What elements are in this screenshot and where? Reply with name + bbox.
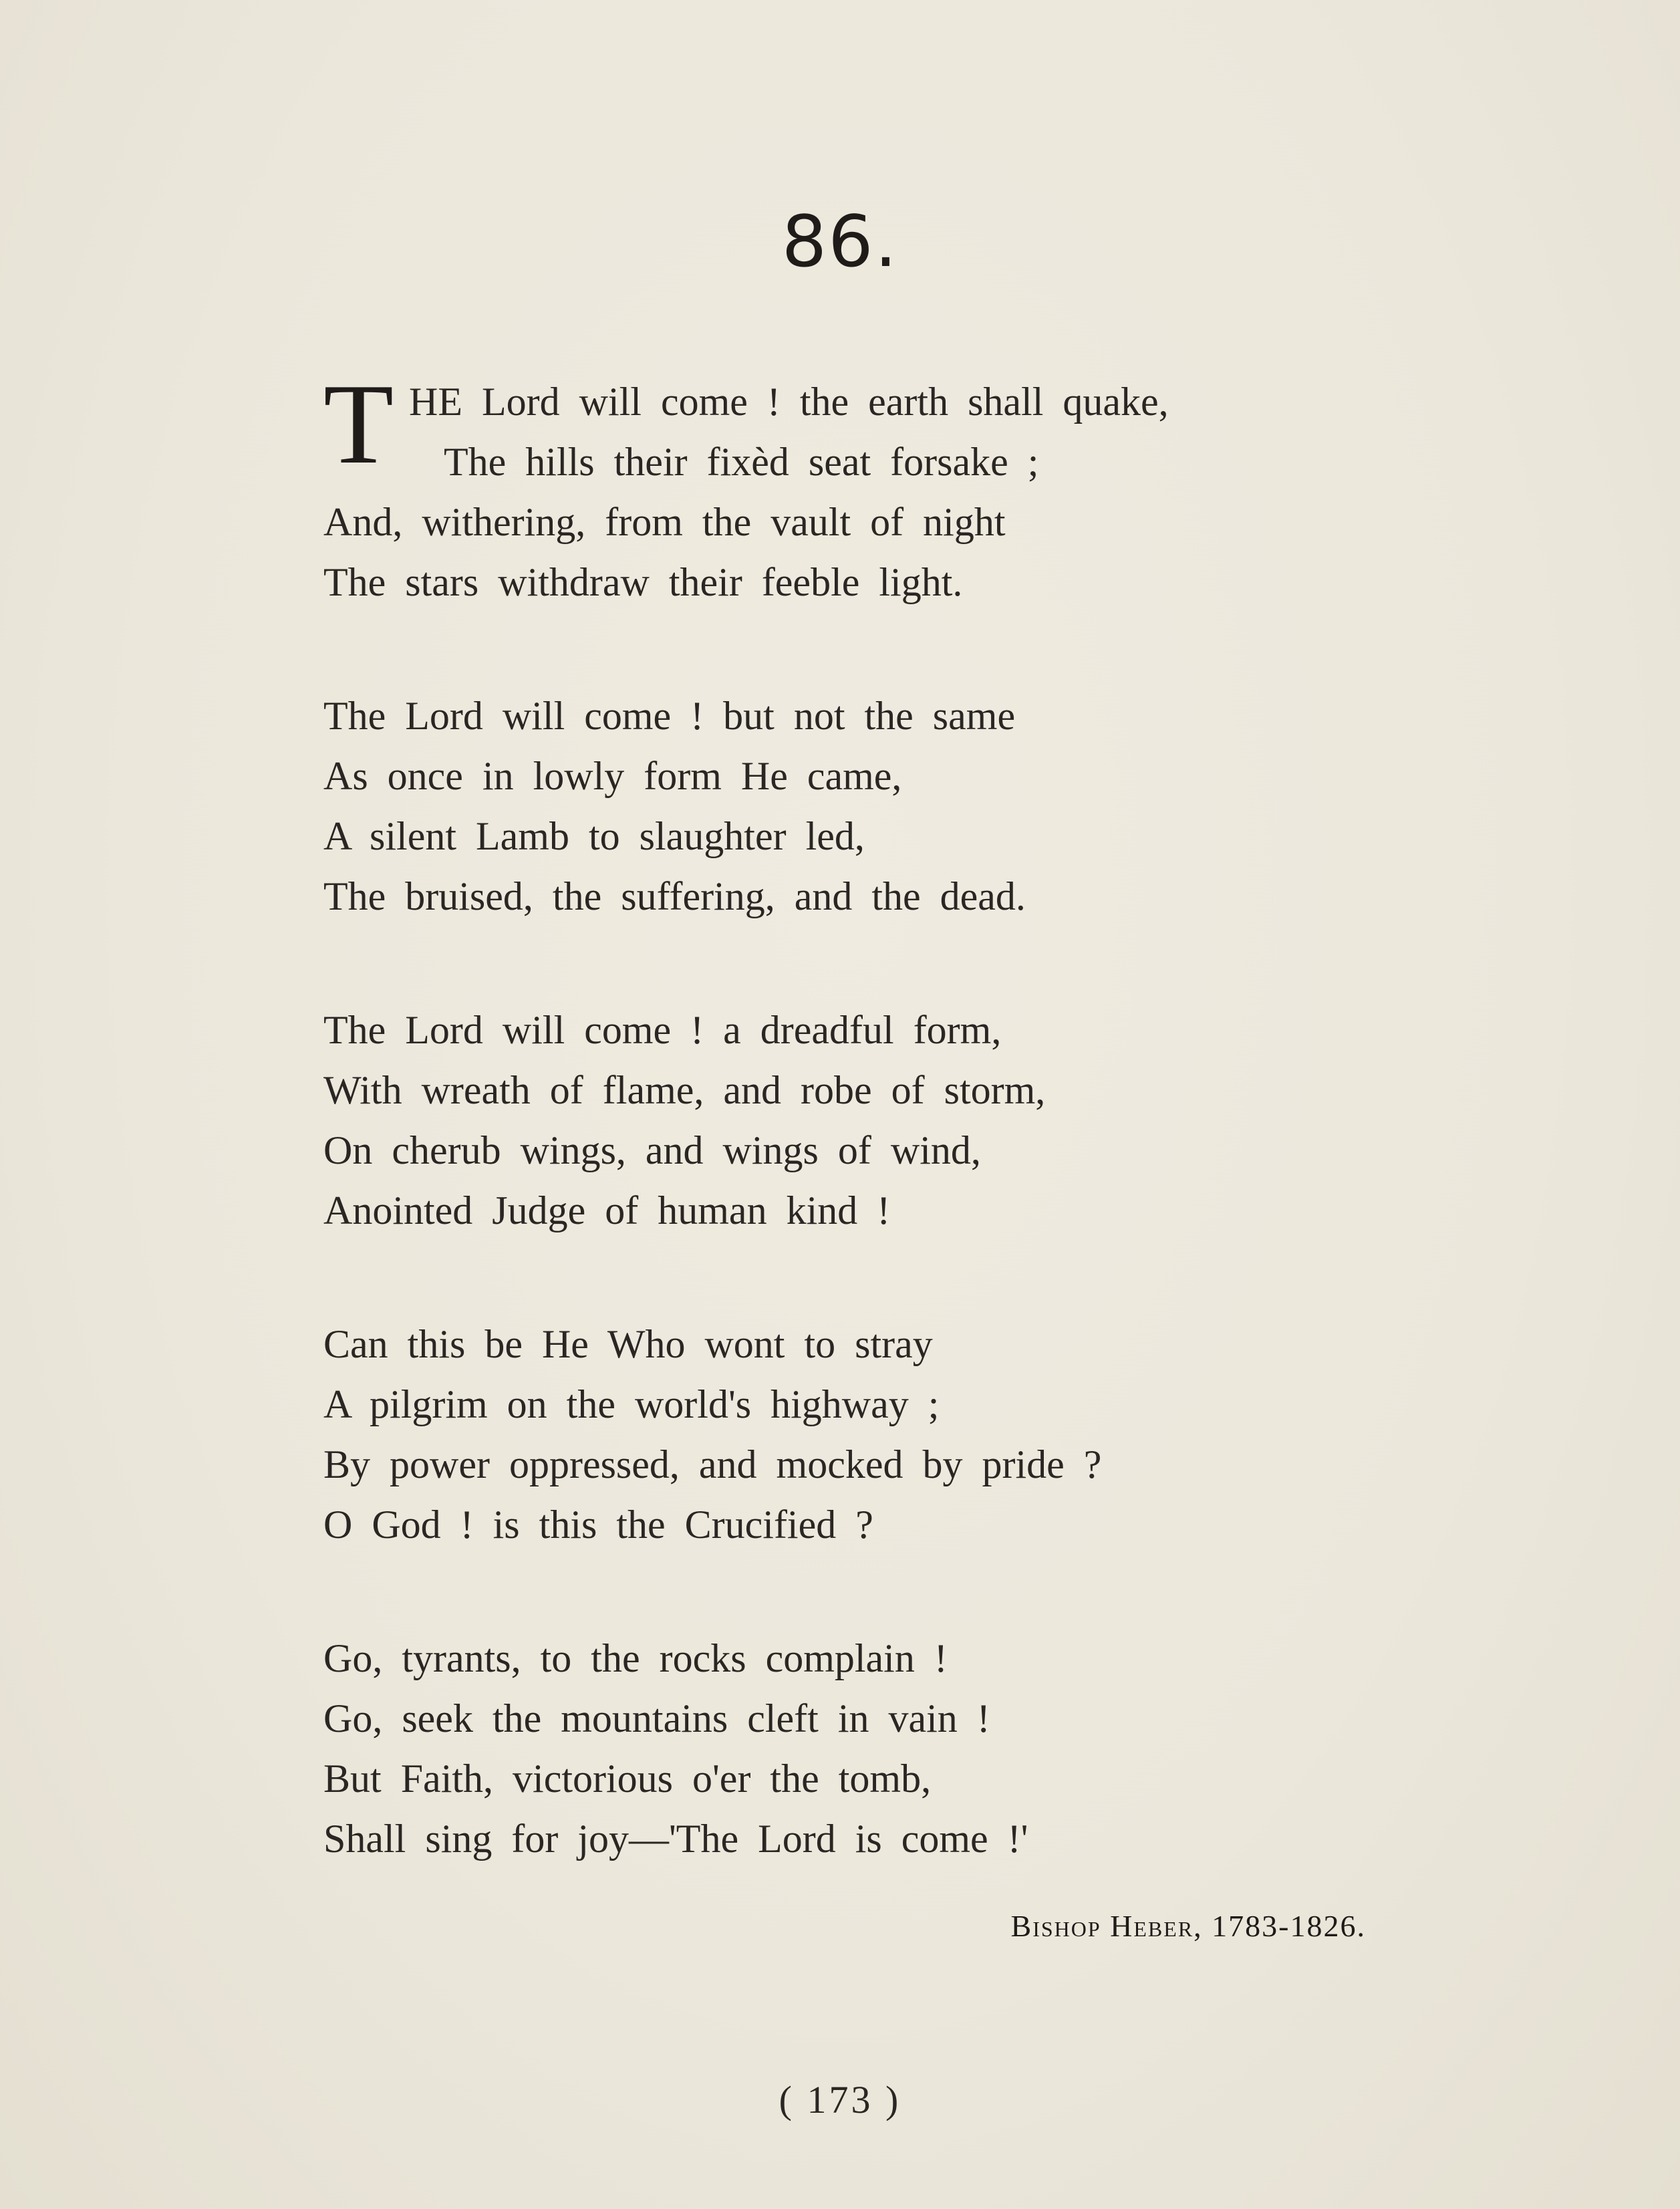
poem-line: HE Lord will come ! the earth shall quake, [409,380,1169,424]
stanza-2 [323,686,1459,926]
poem-line: But Faith, victorious o'er the tomb, [323,1757,932,1801]
stanza-4 [323,1314,1459,1555]
poem-line: Go, seek the mountains cleft in vain ! [323,1696,990,1740]
poem-line: O God ! is this the Crucified ? [323,1503,873,1547]
attribution: Bishop Heber, 1783-1826. [1010,1909,1366,1943]
poem-line: The stars withdraw their feeble light. [323,560,963,604]
poem-line: The Lord will come ! a dreadful form, [323,1008,1002,1052]
poem-line: The hills their fixèd seat forsake ; [444,440,1039,484]
poem-line: Anointed Judge of human kind ! [323,1188,891,1232]
stanza-3 [323,1000,1459,1241]
poem-line: The Lord will come ! but not the same [323,694,1016,738]
poem-line: With wreath of flame, and robe of storm, [323,1068,1046,1112]
poem-line: Shall sing for joy—'The Lord is come !' [323,1817,1028,1861]
poem-line: On cherub wings, and wings of wind, [323,1128,981,1172]
poem-line: By power oppressed, and mocked by pride ? [323,1442,1102,1486]
page-number: ( 173 ) [779,2078,901,2121]
poem-line: As once in lowly form He came, [323,754,902,798]
poem [323,361,1459,1869]
poem-line: A silent Lamb to slaughter led, [323,814,865,858]
stanza-5 [323,1628,1459,1869]
hymn-number: 86. [781,201,899,283]
poem-line: A pilgrim on the world's highway ; [323,1382,940,1426]
stanza-1 [323,361,1459,612]
drop-cap: T [323,361,394,488]
poem-line: Go, tyrants, to the rocks complain ! [323,1636,948,1680]
poem-line: The bruised, the suffering, and the dead. [323,874,1026,918]
poem-line: Can this be He Who wont to stray [323,1322,933,1366]
poem-line: And, withering, from the vault of night [323,500,1006,544]
